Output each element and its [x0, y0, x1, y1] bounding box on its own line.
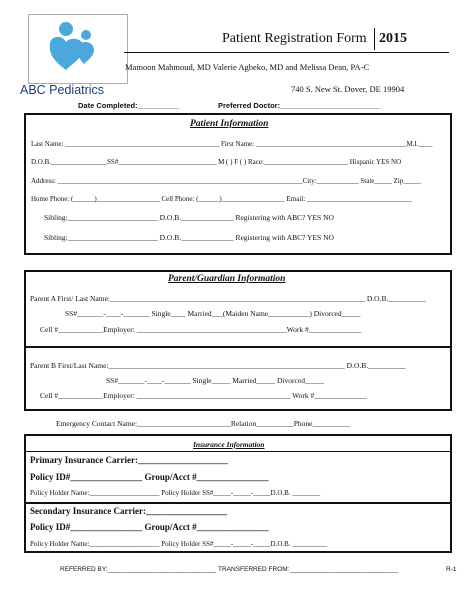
secondary-policy-row[interactable]: Policy ID#________________ Group/Acct #________________ [30, 522, 269, 532]
patient-name-row[interactable]: Last Name: ____________________________________________ First Name: ___________________________________________M.I.____ [31, 140, 433, 148]
insurance-information-title: Insurance Information [193, 440, 265, 449]
parent-a-ss-row[interactable]: SS#_______-____-_______ Single____ Married___(Maiden Name___________) Divorced_____ [65, 309, 361, 318]
form-year: 2015 [379, 31, 407, 46]
patient-information-title: Patient Information [190, 119, 269, 129]
form-title: Patient Registration Form [222, 31, 367, 46]
referred-by-field[interactable]: REFERRED BY:______________________________ [60, 566, 217, 573]
parent-divider [24, 346, 452, 348]
parent-b-name-row[interactable]: Parent B First/Last Name:_______________________________________________________________ D.O.B.__________ [30, 361, 406, 370]
patient-phone-row[interactable]: Home Phone: (______)__________________ Cell Phone: (______)__________________ Email: ______________________________ [31, 195, 412, 203]
patient-dob-row[interactable]: D.O.B.________________SS#____________________________ M ( ) F ( ) Race:________________________ Hispanic YES NO [31, 158, 402, 166]
page-id: R-1 [446, 566, 457, 573]
date-completed-field[interactable]: Date Completed:__________ [78, 101, 180, 110]
secondary-insurance-carrier[interactable]: Secondary Insurance Carrier:__________________ [30, 506, 227, 516]
logo-text: ABC Pediatrics [20, 83, 105, 97]
patient-address-row[interactable]: Address: ______________________________________________________________________City:____________ State_____ Zip_____ [31, 177, 421, 185]
clinic-address: 740 S. New St. Dover, DE 19904 [291, 84, 405, 94]
secondary-holder-row[interactable]: Policy Holder Name:____________________ Policy Holder SS#_____-_____-_____D.O.B. __________ [30, 540, 328, 548]
primary-holder-row[interactable]: Policy Holder Name:____________________ Policy Holder SS#_____-_____-_____D.O.B. ________ [30, 489, 321, 497]
parent-a-employer-row[interactable]: Cell #____________Employer: ________________________________________Work #______________ [40, 325, 362, 334]
parent-a-name-row[interactable]: Parent A First/ Last Name:____________________________________________________________________ D.O.B.__________ [30, 294, 426, 303]
guardian-information-section [24, 270, 452, 411]
title-divider [374, 28, 375, 50]
guardian-information-title: Parent/Guardian Information [168, 274, 286, 284]
insurance-divider [24, 502, 452, 504]
sibling-row-1[interactable]: Sibling:________________________ D.O.B.______________ Registering with ABC? YES NO [44, 213, 334, 222]
primary-insurance-carrier[interactable]: Primary Insurance Carrier:____________________ [30, 455, 228, 465]
abc-pediatrics-logo-icon [28, 14, 128, 84]
insurance-title-rule [24, 451, 452, 452]
sibling-row-2[interactable]: Sibling:________________________ D.O.B.______________ Registering with ABC? YES NO [44, 233, 334, 242]
emergency-contact-row[interactable]: Emergency Contact Name:_________________________Relation__________Phone__________ [56, 419, 350, 428]
parent-b-employer-row[interactable]: Cell #____________Employer: _________________________________________ Work #______________ [40, 391, 367, 400]
title-underline [124, 52, 449, 53]
doctors-line: Mamoon Mahmoud, MD Valerie Agbeko, MD and Melissa Dean, PA-C [125, 62, 370, 72]
transferred-from-field[interactable]: TRANSFERRED FROM:______________________________ [218, 566, 398, 573]
parent-b-ss-row[interactable]: SS#_______-____-_______ Single_____ Married_____ Divorced_____ [106, 376, 324, 385]
primary-policy-row[interactable]: Policy ID#________________ Group/Acct #________________ [30, 472, 269, 482]
preferred-doctor-field[interactable]: Preferred Doctor:________________________ [218, 101, 381, 110]
